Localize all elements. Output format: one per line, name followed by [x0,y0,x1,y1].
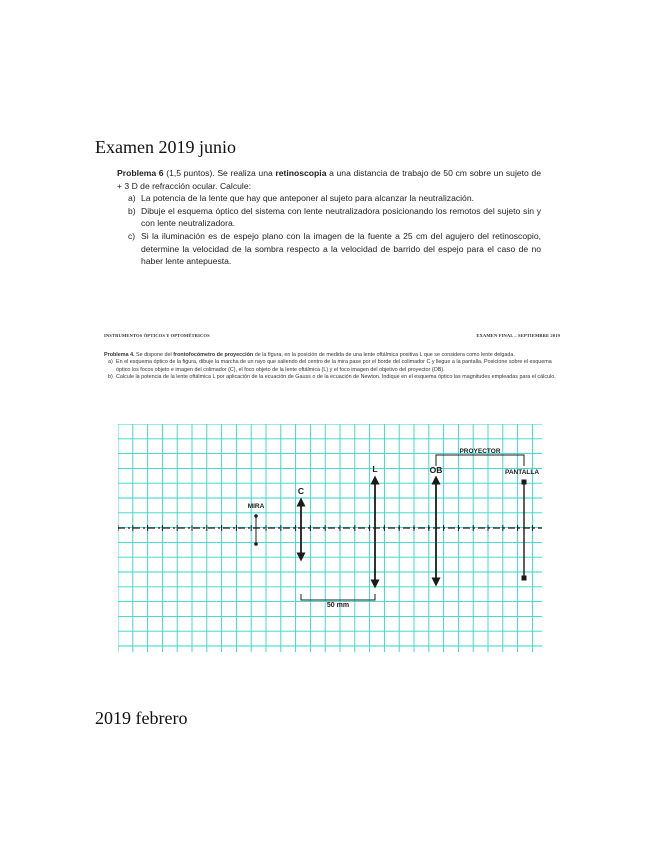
screen-end-top [522,480,527,485]
problem-6-label: Problema 6 [117,168,164,178]
objective-label: OB [429,465,443,475]
problem-4-intro-text: Se dispone del [134,352,174,358]
problem-4-intro [104,352,560,359]
problem-4-item-b [104,374,560,381]
heading-exam-february: 2019 febrero [95,708,188,728]
problem-6-list [117,192,541,268]
projector-bracket [436,455,524,466]
scan-header-right: EXAMEN FINAL – SEPTIEMBRE 2019 [476,333,560,338]
problem-4-label: Problema 4. [104,352,135,358]
screen-label: PANTALLA [504,469,540,476]
problem-4-intro-text-2: de la figura, en la posición de medida de una lente oftálmica positiva L que se considera como lente delgada. [253,352,515,358]
item-text: Si la iluminación es de espejo plano con la imagen de la fuente a 25 cm del agujero del retinoscopio, determine la velocidad de la sombra respecto a la velocidad de barrido del espejo para el caso de no haber lente antepuesta. [141,230,541,267]
problem-6-item-a [117,192,541,205]
item-text: En el esquema óptico de la figura, dibuje la marcha de un rayo que saliendo del centro de la mira pase por el borde del colimador C y llegue a la pantalla. Posicione sobre el esquema óptico los focos objeto e imagen del colimador (C), el foco objeto de la lente oftálmica (L) y el foco imagen del objetivo del proyector (OB). [116,359,552,373]
problem-6-intro-text: Se realiza una [214,168,276,178]
lens-label: L [372,464,378,474]
problem-4-item-a [104,359,560,374]
mira-label: MIRA [247,503,265,510]
optical-bench-figure [118,424,542,652]
problem-6-intro [117,167,541,192]
problem-6-item-b [117,205,541,230]
item-marker: a) [108,359,113,366]
problem-6-intro-text-2: a una distancia de trabajo de 50 cm sobre un sujeto de + 3 D de refracción ocular. Calcule: [117,168,541,191]
item-marker: b) [128,205,136,216]
problem-6-keyword: retinoscopia [275,168,327,178]
item-marker: a) [128,193,136,204]
scan-header-left: INSTRUMENTOS ÓPTICOS Y OPTOMÉTRICOS [104,333,210,338]
item-marker: c) [128,230,136,241]
item-text: La potencia de la lente que hay que anteponer al sujeto para alcanzar la neutralización. [141,193,475,204]
problem-6 [117,167,541,268]
mira-dot-top [254,514,258,518]
problem-4-keyword: frontofocómetro de proyección [173,352,254,358]
problem-6-item-c [117,230,541,268]
heading-exam-june: Examen 2019 junio [95,137,236,157]
problem-6-points: (1,5 puntos). [163,168,215,178]
problem-4-list [104,359,560,381]
screen-end-bottom [522,576,527,581]
item-text: Dibuje el esquema óptico del sistema con lente neutralizadora posicionando los remotos del sujeto sin y con lente neutralizadora. [141,205,541,229]
scale-bar [301,594,375,600]
problem-4 [104,352,560,382]
item-marker: b) [108,374,113,381]
collimator-label: C [297,486,305,496]
item-text: Calcule la potencia de la lente oftálmica L por aplicación de la ecuación de Gauss o de la ecuación de Newton. Indique en el esquema óptico las magnitudes empleadas para el cálculo. [116,374,556,381]
projector-label: PROYECTOR [459,448,501,455]
grid [118,424,542,652]
scale-label: 50 mm [326,602,350,609]
mira-dot-bottom [254,542,258,546]
